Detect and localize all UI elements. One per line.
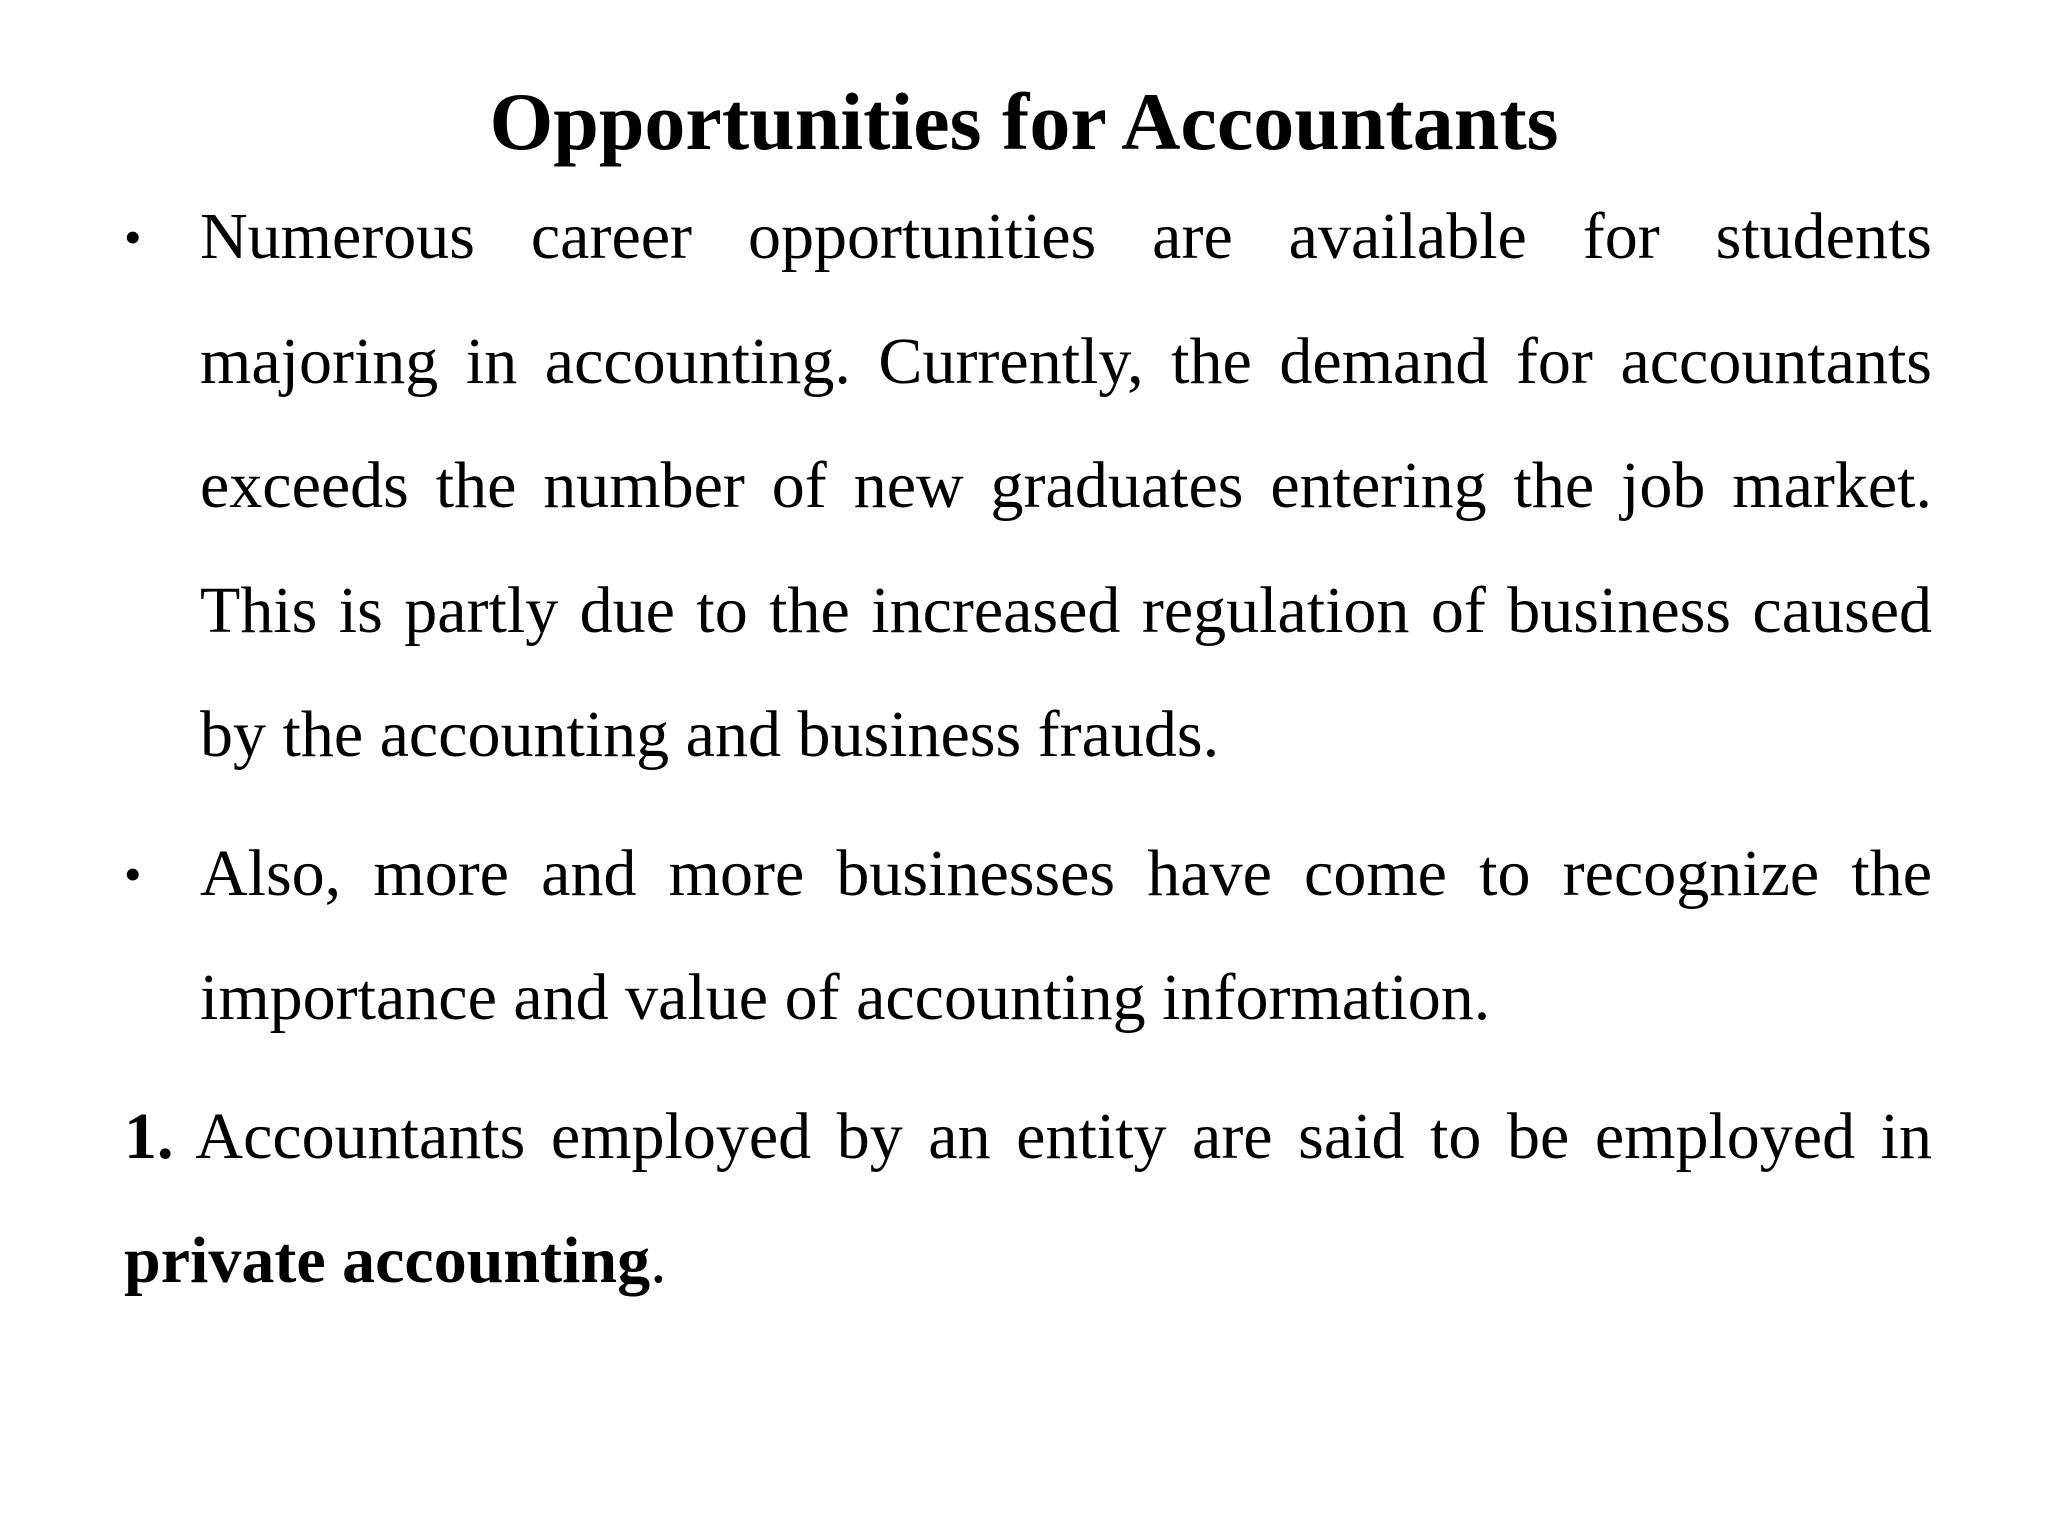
numbered-item	[124, 1075, 1932, 1324]
bullet-item	[124, 175, 1932, 798]
item-text: Accountants employed by an entity are said to be employed in	[173, 1099, 1932, 1173]
bullet-item	[124, 812, 1932, 1061]
bullet-icon: •	[124, 845, 142, 902]
bullet-icon: •	[124, 209, 142, 265]
slide-title: Opportunities for Accountants	[489, 76, 1559, 167]
slide-content	[124, 175, 1932, 1324]
item-text-end: .	[650, 1224, 667, 1297]
bullet-text: Numerous career opportunities are available for students majoring in accounting. Currently, the demand for accountants exceeds the number of new graduates entering the job market. This is partly due to the increased regulation of business caused by the accounting and business frauds.	[200, 200, 1932, 771]
bullet-text: Also, more and more businesses have come to recognize the importance and value of accounting information.	[200, 836, 1932, 1034]
key-term: private accounting	[124, 1224, 651, 1297]
item-number: 1.	[124, 1099, 174, 1173]
